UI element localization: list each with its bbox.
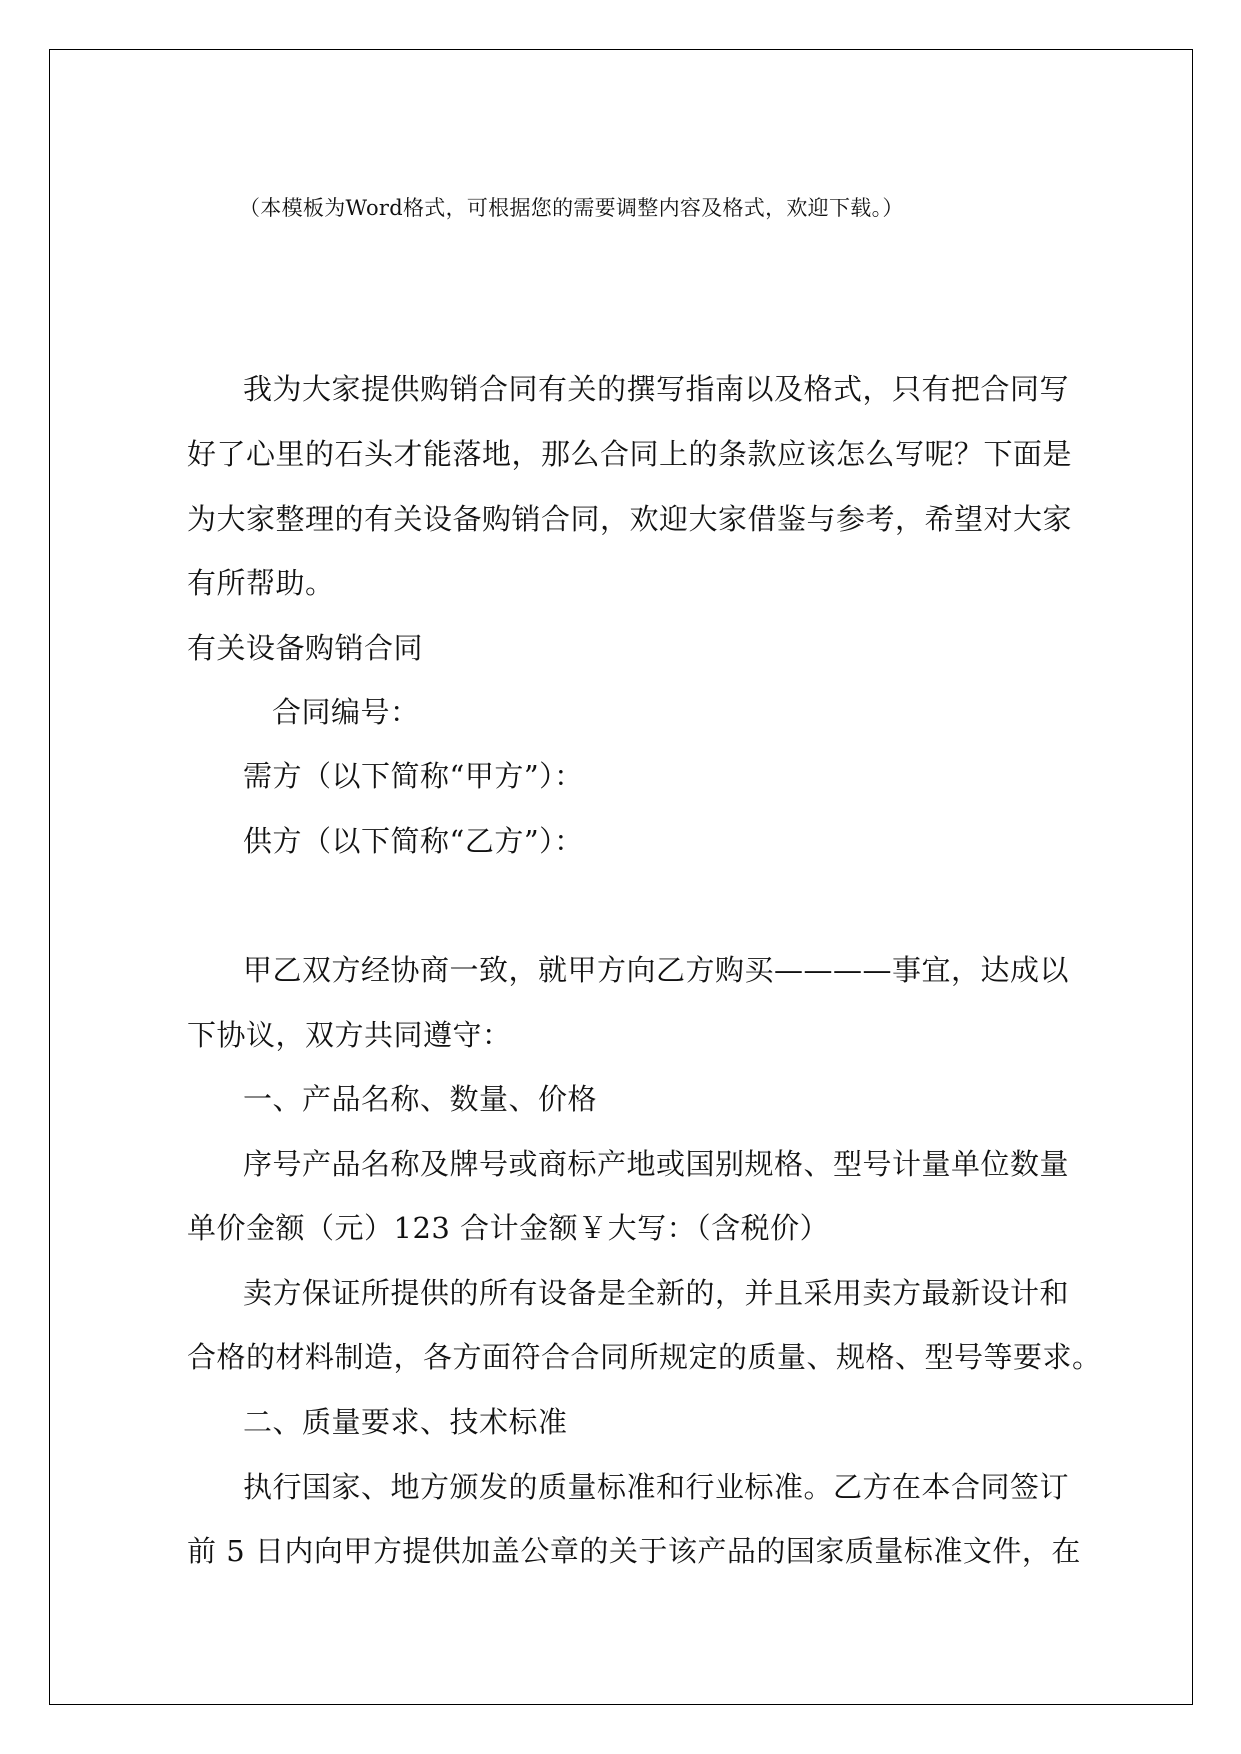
intro-paragraph-line-1: 我为大家提供购销合同有关的撰写指南以及格式，只有把合同写 — [243, 372, 1070, 406]
intro-paragraph-line-4: 有所帮助。 — [187, 566, 335, 600]
party-b-label: 供方（以下简称“乙方”）： — [243, 824, 584, 858]
section-1-heading: 一、产品名称、数量、价格 — [243, 1082, 598, 1116]
page-border — [49, 49, 1193, 1705]
contract-title: 有关设备购销合同 — [187, 631, 424, 665]
template-note: （本模板为Word格式，可根据您的需要调整内容及格式，欢迎下载。） — [239, 196, 904, 220]
agreement-line-2: 下协议，双方共同遵守： — [187, 1018, 512, 1052]
intro-paragraph-line-3: 为大家整理的有关设备购销合同，欢迎大家借鉴与参考，希望对大家 — [187, 502, 1073, 536]
party-a-label: 需方（以下简称“甲方”）： — [243, 759, 584, 793]
intro-paragraph-line-2: 好了心里的石头才能落地，那么合同上的条款应该怎么写呢？下面是 — [187, 437, 1073, 471]
section-1-guarantee-line-2: 合格的材料制造，各方面符合合同所规定的质量、规格、型号等要求。 — [187, 1340, 1102, 1374]
contract-number-label: 合同编号： — [272, 695, 420, 729]
section-2-heading: 二、质量要求、技术标准 — [243, 1405, 568, 1439]
agreement-line-1: 甲乙双方经协商一致，就甲方向乙方购买————事宜，达成以 — [243, 953, 1070, 987]
section-2-line-2: 前 5 日内向甲方提供加盖公章的关于该产品的国家质量标准文件，在 — [187, 1534, 1081, 1568]
section-1-table-line-1: 序号产品名称及牌号或商标产地或国别规格、型号计量单位数量 — [243, 1147, 1070, 1181]
section-1-guarantee-line-1: 卖方保证所提供的所有设备是全新的，并且采用卖方最新设计和 — [243, 1276, 1070, 1310]
section-1-table-line-2: 单价金额（元）123 合计金额￥大写：（含税价） — [187, 1211, 830, 1245]
section-2-line-1: 执行国家、地方颁发的质量标准和行业标准。乙方在本合同签订 — [243, 1470, 1070, 1504]
